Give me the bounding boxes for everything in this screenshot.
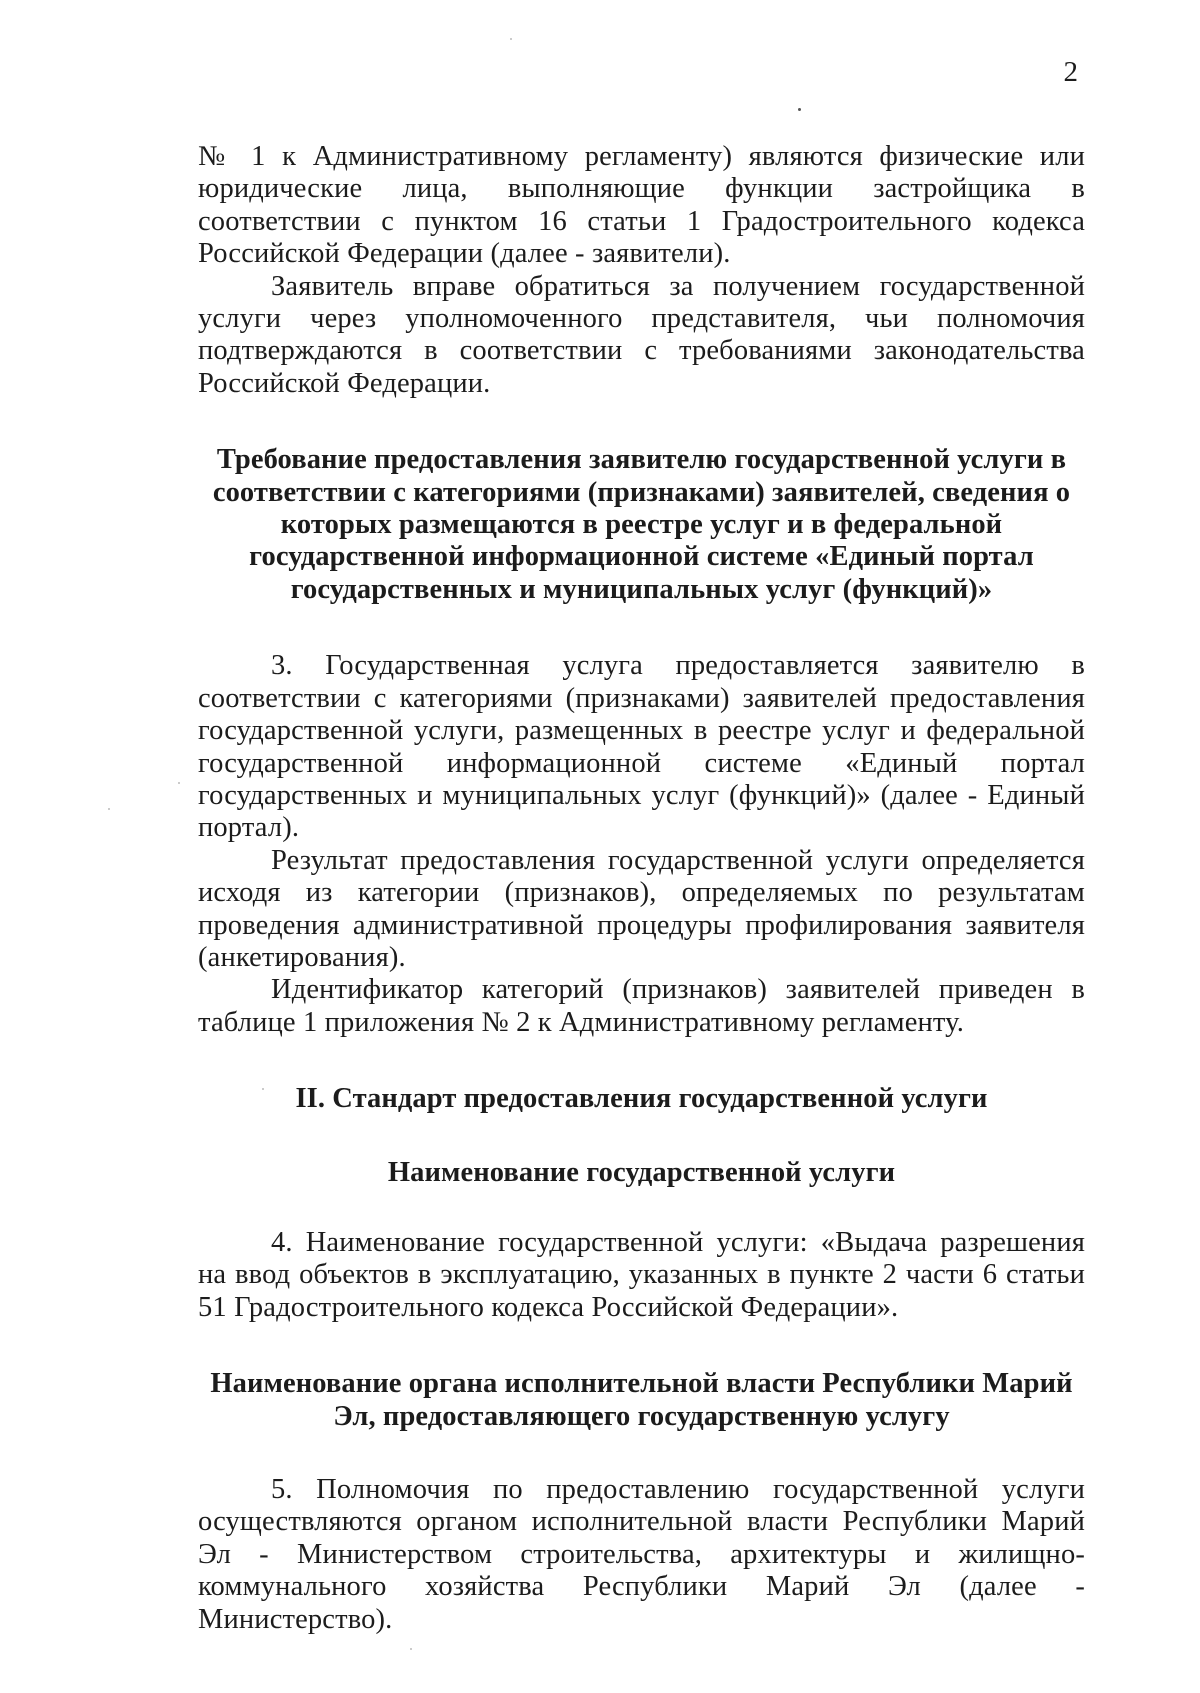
paragraph-applicants-definition: № 1 к Административному регламенту) являются физические или юридические лица, выполняющие функции застройщика в соответствии с пунктом 16 статьи 1 Градостроительного кодекса Российской Федерации (далее - заявители).	[198, 141, 1085, 270]
page-number: 2	[1063, 56, 1078, 88]
heading-service-name: Наименование государственной услуги	[387, 1156, 896, 1188]
paragraph-result-determination: Результат предоставления государственной услуги определяется исходя из категории (признаков), определяемых по результатам проведения административной процедуры профилирования заявителя (анкетирования).	[198, 844, 1085, 973]
scan-speck	[262, 1088, 264, 1090]
heading-section-ii: II. Стандарт предоставления государственной услуги	[295, 1083, 988, 1115]
scan-speck	[178, 782, 180, 784]
heading-requirement-categories: Требование предоставления заявителю государственной услуги в соответствии с категориями (признаками) заявителей, сведения о которых размещаются в реестре услуг и в федеральной государственной информационной системе «Единый портал государственных и муниципальных услуг (функций)»	[212, 444, 1071, 605]
document-body	[198, 141, 1085, 1636]
paragraph-authorized-representative: Заявитель вправе обратиться за получением государственной услуги через уполномоченного представителя, чьи полномочия подтверждаются в соответствии с требованиями законодательства Российской Федерации.	[198, 270, 1085, 399]
paragraph-item-5: 5. Полномочия по предоставлению государственной услуги осуществляются органом исполнительной власти Республики Марий Эл - Министерством строительства, архитектуры и жилищно-коммунального хозяйства Республики Марий Эл (далее - Министерство).	[198, 1474, 1085, 1635]
scan-speck	[410, 1648, 412, 1650]
paragraph-item-3: 3. Государственная услуга предоставляется заявителю в соответствии с категориями (признаками) заявителей предоставления государственной услуги, размещенных в реестре услуг и федеральной государственной информационной системе «Единый портал государственных и муниципальных услуг (функций)» (далее - Единый портал).	[198, 650, 1085, 844]
heading-executive-authority: Наименование органа исполнительной власти Республики Марий Эл, предоставляющего государственную услугу	[210, 1368, 1073, 1432]
paragraph-category-identifier: Идентификатор категорий (признаков) заявителей приведен в таблице 1 приложения № 2 к Административному регламенту.	[198, 974, 1085, 1038]
paragraph-item-4: 4. Наименование государственной услуги: «Выдача разрешения на ввод объектов в эксплуатацию, указанных в пункте 2 части 6 статьи 51 Градостроительного кодекса Российской Федерации».	[198, 1226, 1085, 1323]
scan-speck	[108, 808, 110, 810]
scan-speck	[510, 38, 512, 40]
scan-speck	[798, 108, 801, 111]
